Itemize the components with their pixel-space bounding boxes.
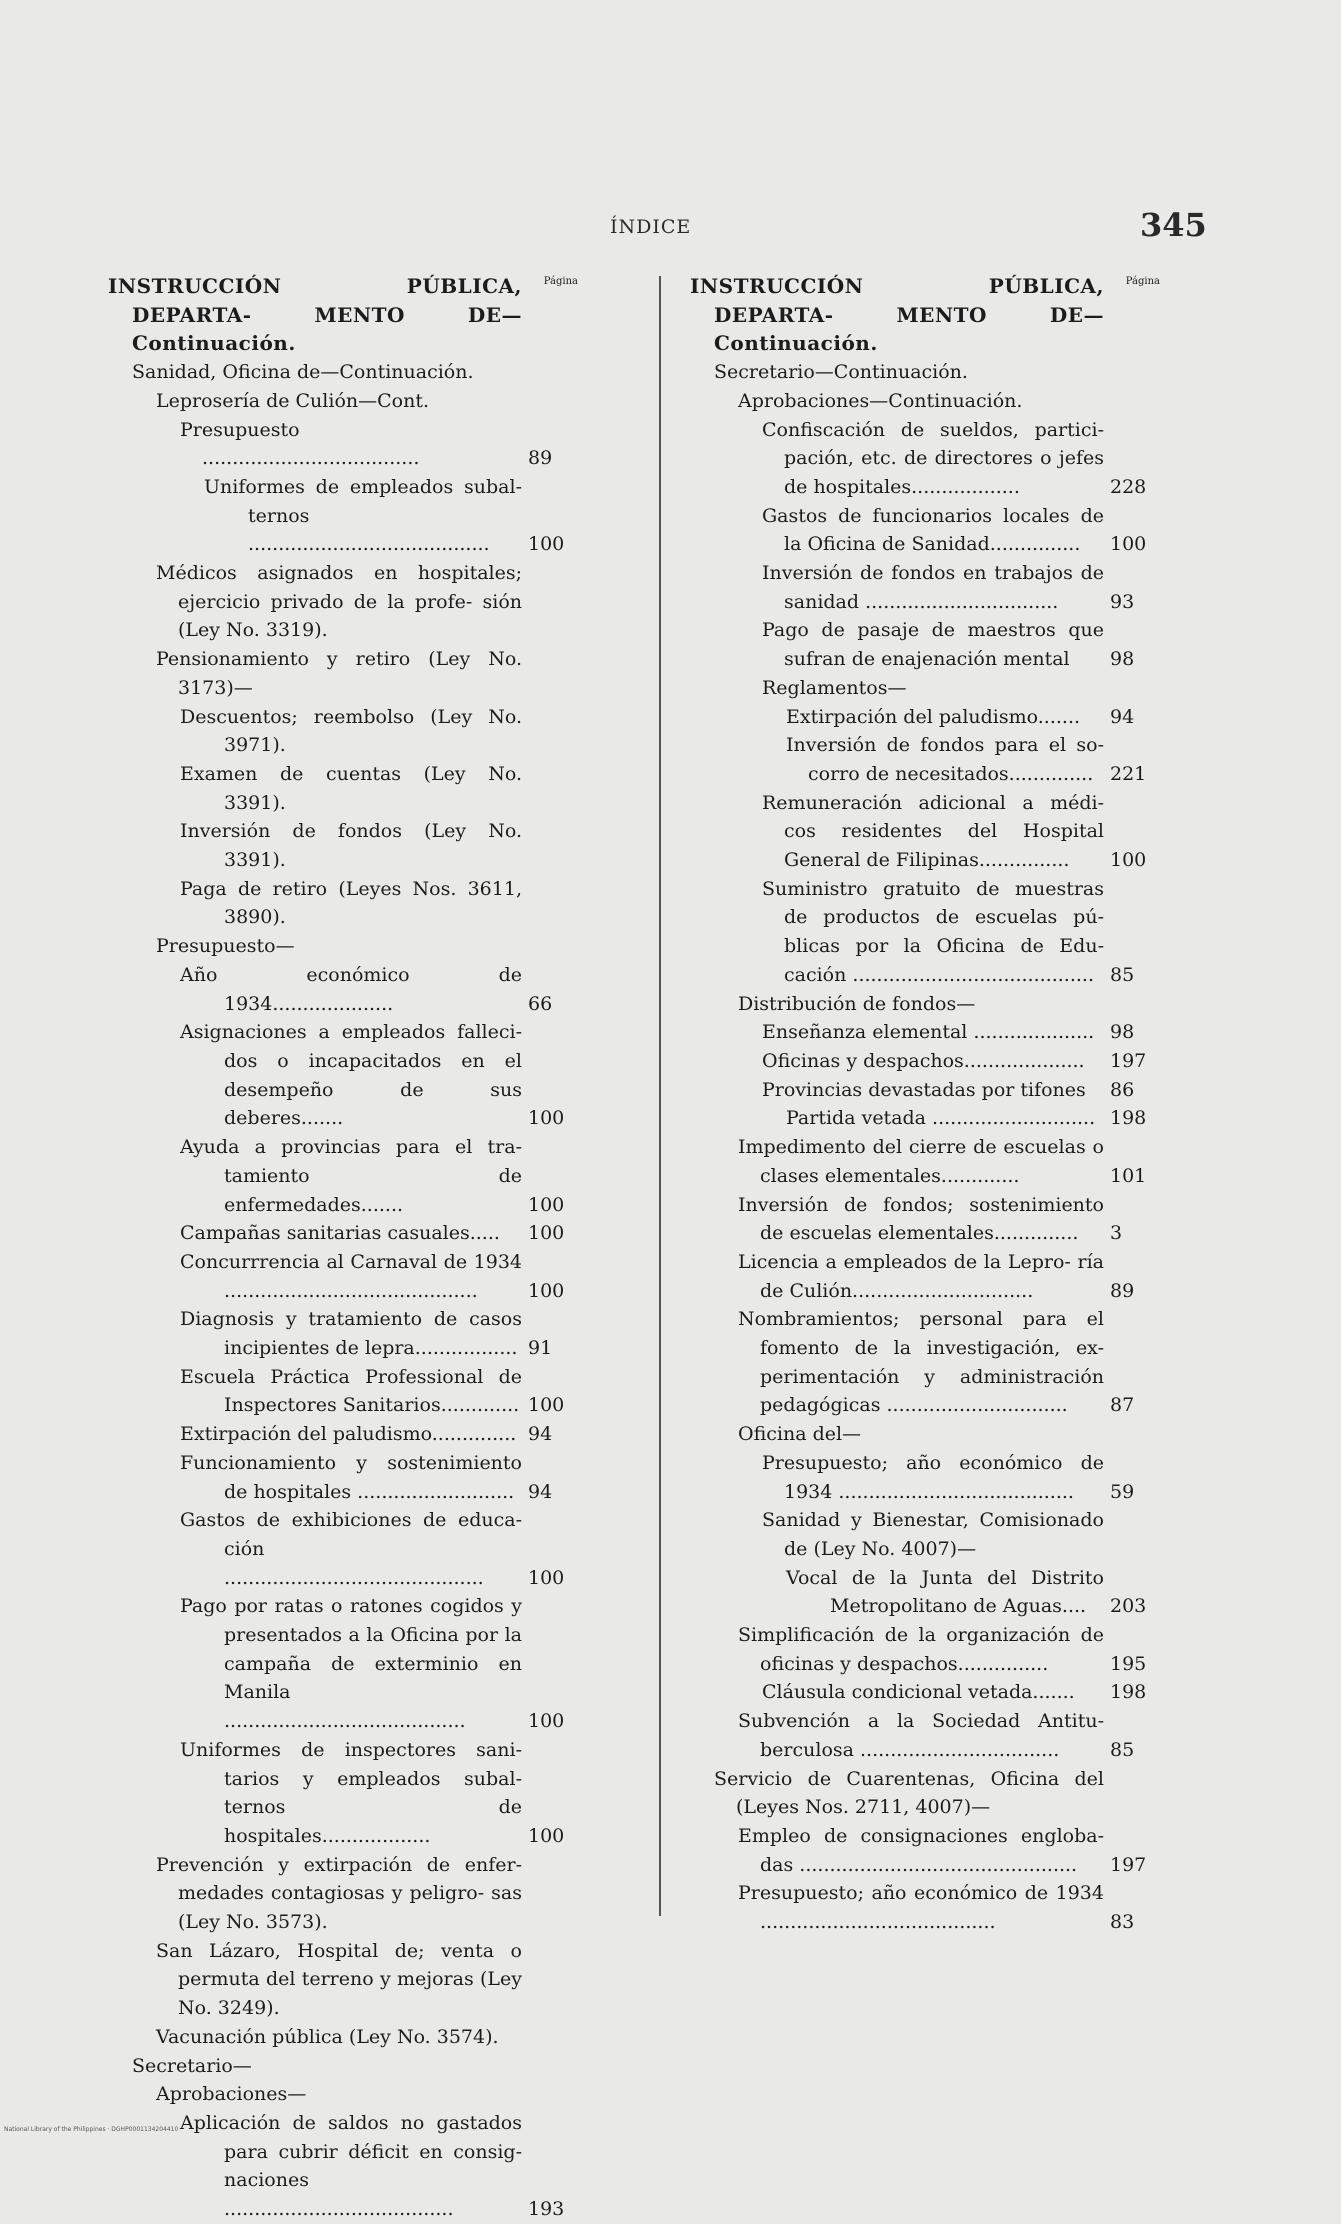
index-entry-page-number: 228	[1110, 475, 1147, 498]
index-entry	[108, 2052, 578, 2081]
index-entry	[690, 1678, 1160, 1707]
index-entry	[108, 1018, 578, 1133]
index-entry-page-number: 100	[528, 1279, 565, 1302]
index-entry	[108, 473, 578, 559]
index-section-heading	[108, 272, 578, 358]
index-entry	[108, 1248, 578, 1305]
index-entry-page-number: 197	[1110, 1853, 1147, 1876]
index-entry	[108, 2023, 578, 2052]
index-entry-text: Enseñanza elemental ....................	[762, 1021, 1095, 1044]
index-entry-page-number: 89	[1110, 1279, 1135, 1302]
index-entry-text: Oficina del—	[738, 1423, 862, 1446]
index-entry	[690, 990, 1160, 1019]
index-entry	[690, 1449, 1160, 1506]
index-entry-page-number: 193	[528, 2198, 565, 2221]
index-entry-page-number: 98	[1110, 1021, 1135, 1044]
index-entry-page-number: 89	[528, 447, 553, 470]
index-entry-text: Nombramientos; personal para el fomento de la investigación, ex- perimentación y administración pedagógicas ..............................	[738, 1308, 1104, 1417]
index-entry-page-number: 198	[1110, 1681, 1147, 1704]
index-entry-text: Descuentos; reembolso (Ley No. 3971).	[180, 705, 522, 757]
index-entry-text: Reglamentos—	[762, 676, 907, 699]
index-entry-text: Aprobaciones—Continuación.	[738, 389, 1023, 412]
index-entry-page-number: 94	[528, 1423, 553, 1446]
index-entry-text: Escuela Práctica Professional de Inspectores Sanitarios.............	[180, 1365, 522, 1417]
index-entry-text: Confiscación de sueldos, partici- pación, etc. de directores o jefes de hospitales..................	[762, 418, 1104, 498]
index-entry	[690, 1420, 1160, 1449]
index-entry	[690, 703, 1160, 732]
index-entry-text: Concurrrencia al Carnaval de 1934 ..........................................	[180, 1250, 522, 1302]
index-entry-page-number: 93	[1110, 590, 1135, 613]
index-entry	[108, 358, 578, 387]
index-entry	[690, 674, 1160, 703]
index-entry	[690, 1564, 1160, 1621]
page-number: 345	[1140, 206, 1207, 244]
index-entry-text: Ayuda a provincias para el tra- tamiento de enfermedades.......	[180, 1136, 522, 1216]
index-entry-text: Gastos de funcionarios locales de la Oficina de Sanidad...............	[762, 504, 1104, 556]
index-entry	[690, 789, 1160, 875]
index-entry-text: Partida vetada ...........................	[786, 1107, 1096, 1130]
index-column-left	[108, 272, 578, 2224]
index-entry-page-number: 87	[1110, 1394, 1135, 1417]
index-entry	[690, 1133, 1160, 1190]
index-entry-page-number: 3	[1110, 1222, 1123, 1245]
index-entry	[108, 760, 578, 817]
index-entry-text: Empleo de consignaciones engloba- das ..............................................	[738, 1824, 1104, 1876]
index-entry-page-number: 197	[1110, 1049, 1147, 1072]
index-entry	[690, 559, 1160, 616]
index-entry	[108, 932, 578, 961]
index-entry-page-number: 100	[528, 1824, 565, 1847]
index-entry-text: Provincias devastadas por tifones	[762, 1078, 1086, 1101]
column-divider	[659, 276, 661, 1916]
index-entry-text: Inversión de fondos para el so- corro de necesitados..............	[786, 734, 1104, 785]
index-entry	[108, 1851, 578, 1937]
index-entry	[690, 731, 1160, 788]
index-entry	[690, 1621, 1160, 1678]
index-entry	[108, 1363, 578, 1420]
index-entry	[690, 1047, 1160, 1076]
index-entry-text: Aplicación de saldos no gastados para cubrir déficit en consig- naciones ......................................	[180, 2112, 522, 2221]
index-entry-text: Prevención y extirpación de enfer- medades contagiosas y peligro- sas (Ley No. 3573).	[156, 1853, 522, 1934]
index-entry-text: Uniformes de empleados subal- ternos ........................................	[204, 475, 522, 556]
index-entry	[108, 961, 578, 1018]
index-entry	[108, 1305, 578, 1362]
index-entry-text: Funcionamiento y sostenimiento de hospitales ..........................	[180, 1451, 522, 1503]
index-entry-text: Gastos de exhibiciones de educa- ción ...........................................	[180, 1509, 522, 1589]
index-entry	[690, 1506, 1160, 1563]
index-entry-text: Aprobaciones—	[156, 2083, 307, 2106]
index-entry-page-number: 100	[528, 533, 565, 556]
index-entry-text: Inversión de fondos en trabajos de sanidad ................................	[762, 562, 1104, 613]
index-entry-text: Presupuesto; año económico de 1934 .......................................	[762, 1451, 1104, 1503]
index-entry	[690, 1305, 1160, 1420]
index-entry	[108, 1449, 578, 1506]
index-entry-text: Año económico de 1934....................	[180, 963, 522, 1015]
index-entry-text: Sanidad, Oficina de—Continuación.	[132, 361, 474, 384]
index-entry	[690, 1765, 1160, 1822]
index-entry-text: Secretario—	[132, 2054, 252, 2077]
index-entry	[108, 1937, 578, 2023]
index-entry-text: Vacunación pública (Ley No. 3574).	[156, 2025, 499, 2048]
index-entry-text: Presupuesto; año económico de 1934 .......................................	[738, 1882, 1104, 1934]
index-entry-page-number: 100	[1110, 849, 1147, 872]
index-entry-page-number: 59	[1110, 1480, 1135, 1503]
index-entry-page-number: 66	[528, 992, 553, 1015]
index-entry-page-number: 100	[528, 1107, 565, 1130]
index-entry-page-number: 100	[528, 1193, 565, 1216]
index-entry	[108, 416, 578, 473]
index-entry	[108, 1420, 578, 1449]
index-section-heading	[690, 272, 1160, 358]
index-entry-text: Presupuesto—	[156, 935, 295, 958]
index-entry-text: Uniformes de inspectores sani- tarios y empleados subal- ternos de hospitales..................	[180, 1738, 522, 1847]
index-entry-text: Secretario—Continuación.	[714, 361, 968, 384]
index-entry-page-number: 83	[1110, 1911, 1135, 1934]
index-entry	[108, 703, 578, 760]
footer-note: National Library of the Philippines · DGHP0001134204410	[4, 2126, 179, 2133]
index-entry	[108, 559, 578, 645]
index-entry-text: Oficinas y despachos....................	[762, 1049, 1085, 1072]
index-entry-page-number: 91	[528, 1337, 553, 1360]
index-entry-text: Pensionamiento y retiro (Ley No. 3173)—	[156, 648, 522, 699]
index-entry	[108, 1219, 578, 1248]
index-entry-text: Cláusula condicional vetada.......	[762, 1681, 1075, 1704]
index-entry-text: Examen de cuentas (Ley No. 3391).	[180, 762, 522, 814]
index-entry	[108, 1592, 578, 1736]
index-entry	[690, 1822, 1160, 1879]
section-heading-text: INSTRUCCIÓN PÚBLICA, DEPARTA- MENTO DE—Continuación.	[690, 274, 1104, 356]
index-entry-page-number: 203	[1110, 1595, 1147, 1618]
index-entry-text: Extirpación del paludismo.......	[786, 705, 1081, 728]
index-entry-page-number: 94	[528, 1480, 553, 1503]
index-entry-text: San Lázaro, Hospital de; venta o permuta del terreno y mejoras (Ley No. 3249).	[156, 1939, 522, 2020]
index-entry-text: Leprosería de Culión—Cont.	[156, 389, 430, 412]
index-entry	[108, 817, 578, 874]
running-header-title: ÍNDICE	[610, 216, 692, 238]
section-heading-text: INSTRUCCIÓN PÚBLICA, DEPARTA- MENTO DE—Continuación.	[108, 274, 522, 356]
index-entry-text: Inversión de fondos; sostenimiento de escuelas elementales..............	[738, 1193, 1104, 1245]
index-entry	[108, 2080, 578, 2109]
index-entry	[108, 645, 578, 702]
index-entry-text: Extirpación del paludismo..............	[180, 1423, 517, 1446]
index-entry-text: Pago por ratas o ratones cogidos y presentados a la Oficina por la campaña de exterminio en Manila ........................................	[180, 1595, 522, 1733]
index-entry	[108, 1736, 578, 1851]
index-entry	[690, 1191, 1160, 1248]
index-entry-page-number: 94	[1110, 705, 1135, 728]
index-entry	[108, 2109, 578, 2224]
index-entry-page-number: 100	[528, 1710, 565, 1733]
index-entry	[690, 358, 1160, 387]
index-entry-page-number: 85	[1110, 963, 1135, 986]
index-entry-page-number: 198	[1110, 1107, 1147, 1130]
index-entry-page-number: 85	[1110, 1738, 1135, 1761]
index-entry-text: Asignaciones a empleados falleci- dos o incapacitados en el desempeño de sus deberes.......	[180, 1021, 522, 1130]
index-entry	[690, 1879, 1160, 1936]
index-entry	[690, 1707, 1160, 1764]
index-entry	[690, 416, 1160, 502]
index-entry-page-number: 100	[1110, 533, 1147, 556]
pagina-column-label: Página	[1125, 276, 1160, 287]
index-entry-page-number: 98	[1110, 648, 1135, 671]
index-entry-page-number: 101	[1110, 1164, 1147, 1187]
index-entry-text: Paga de retiro (Leyes Nos. 3611, 3890).	[180, 877, 522, 929]
index-entry-text: Sanidad y Bienestar, Comisionado de (Ley No. 4007)—	[762, 1509, 1104, 1560]
index-entry-text: Inversión de fondos (Ley No. 3391).	[180, 820, 522, 872]
index-entry-text: Presupuesto ....................................	[180, 418, 420, 470]
index-entry	[108, 1506, 578, 1592]
index-entry-text: Licencia a empleados de la Lepro- ría de Culión..............................	[738, 1250, 1104, 1302]
index-column-right	[690, 272, 1160, 1937]
index-entry	[690, 1248, 1160, 1305]
index-entry	[690, 1018, 1160, 1047]
index-entry-page-number: 100	[528, 1566, 565, 1589]
index-entry-page-number: 195	[1110, 1652, 1147, 1675]
index-entry-page-number: 100	[528, 1222, 565, 1245]
index-entry-page-number: 100	[528, 1394, 565, 1417]
index-entry-text: Vocal de la Junta del Distrito Metropolitano de Aguas....	[786, 1566, 1104, 1618]
index-entry-text: Diagnosis y tratamiento de casos incipientes de lepra.................	[180, 1308, 522, 1360]
index-entry-text: Suministro gratuito de muestras de productos de escuelas pú- blicas por la Oficina de Edu- cación ........................................	[762, 877, 1104, 986]
index-entry	[690, 1076, 1160, 1105]
index-entry-text: Médicos asignados en hospitales; ejercicio privado de la profe- sión (Ley No. 3319).	[156, 562, 522, 642]
index-entry-text: Servicio de Cuarentenas, Oficina del (Leyes Nos. 2711, 4007)—	[714, 1767, 1104, 1819]
index-entry	[690, 616, 1160, 673]
index-entry-page-number: 221	[1110, 762, 1147, 785]
index-entry	[690, 387, 1160, 416]
index-entry	[690, 1104, 1160, 1133]
index-entry-text: Simplificación de la organización de oficinas y despachos...............	[738, 1624, 1104, 1675]
index-entry	[108, 1133, 578, 1219]
index-entry-text: Distribución de fondos—	[738, 992, 976, 1015]
index-entry-page-number: 86	[1110, 1078, 1135, 1101]
index-entry	[108, 387, 578, 416]
index-entry	[690, 502, 1160, 559]
pagina-column-label: Página	[543, 276, 578, 287]
index-entry	[108, 875, 578, 932]
index-entry-text: Remuneración adicional a médi- cos residentes del Hospital General de Filipinas...............	[762, 791, 1104, 872]
index-entry-text: Campañas sanitarias casuales.....	[180, 1222, 500, 1245]
index-entry-text: Impedimento del cierre de escuelas o clases elementales.............	[738, 1136, 1104, 1187]
index-entry	[690, 875, 1160, 990]
index-entry-text: Subvención a la Sociedad Antitu- berculosa .................................	[738, 1710, 1104, 1761]
index-entry-text: Pago de pasaje de maestros que sufran de enajenación mental	[762, 619, 1104, 671]
